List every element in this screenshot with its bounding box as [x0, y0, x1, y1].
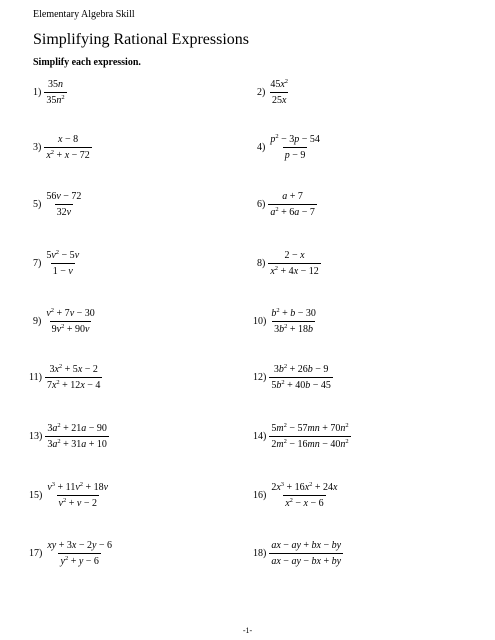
denominator: $x^2 + x - 72$: [46, 148, 90, 161]
problem-number: 3): [33, 141, 42, 153]
problem-2: [257, 72, 290, 112]
problem-9: [33, 301, 97, 341]
problem-8: [257, 243, 321, 283]
fraction: [269, 422, 350, 451]
problem-13: [29, 416, 109, 456]
fraction: [44, 78, 66, 107]
numerator: $p^2 - 3p - 54$: [270, 132, 320, 145]
numerator: 2 − x: [284, 249, 305, 261]
fraction: [45, 363, 102, 392]
numerator: x − 8: [58, 133, 79, 145]
fraction: [44, 307, 96, 336]
problem-number: 16): [253, 489, 267, 501]
numerator: xy + 3x − 2y − 6: [47, 539, 113, 551]
problem-3: [33, 127, 92, 167]
problem-number: 15): [29, 489, 43, 501]
denominator: $y^2 + y - 6$: [60, 554, 99, 567]
numerator: 35n: [47, 78, 63, 90]
denominator: $2m^2 - 16mn - 40n^2$: [271, 437, 349, 450]
problem-11: [29, 357, 102, 397]
problem-7: [33, 243, 81, 283]
numerator: $v^2 + 7v - 30$: [46, 306, 95, 319]
numerator: $45x^2$: [270, 77, 289, 90]
denominator: 25x: [270, 92, 288, 107]
problem-number: 5): [33, 198, 42, 210]
problem-number: 8): [257, 257, 266, 269]
numerator: $b^2 + b - 30$: [271, 306, 316, 319]
problem-number: 7): [33, 257, 42, 269]
problem-5: [33, 184, 83, 224]
denominator: $x^2 + 4x - 12$: [270, 264, 319, 277]
fraction: [45, 539, 114, 568]
denominator: $9v^2 + 90v$: [51, 322, 90, 335]
numerator: $2x^3 + 16x^2 + 24x$: [271, 480, 338, 493]
fraction: [269, 307, 318, 336]
problem-number: 1): [33, 86, 42, 98]
denominator: $v^2 + v - 2$: [58, 496, 97, 509]
numerator: $3a^2 + 21a - 90$: [47, 421, 107, 434]
instructions: Simplify each expression.: [33, 57, 141, 68]
problem-6: [257, 184, 317, 224]
problem-10: [253, 301, 318, 341]
fraction: [45, 422, 109, 451]
numerator: a + 7: [282, 190, 303, 202]
fraction: [44, 249, 81, 278]
worksheet-header: Elementary Algebra Skill: [33, 9, 135, 20]
fraction: [44, 190, 83, 219]
problem-4: [257, 127, 322, 167]
numerator: $5m^2 - 57mn + 70n^2$: [271, 421, 349, 434]
problem-number: 14): [253, 430, 267, 442]
denominator: 32v: [55, 204, 73, 219]
fraction: [268, 133, 322, 162]
fraction: [268, 78, 290, 107]
page-number: -1-: [242, 626, 253, 635]
denominator: $3a^2 + 31a + 10$: [47, 437, 107, 450]
problem-number: 2): [257, 86, 266, 98]
fraction: [44, 133, 91, 162]
denominator: $7x^2 + 12x - 4$: [46, 378, 101, 391]
problem-14: [253, 416, 351, 456]
problem-number: 13): [29, 430, 43, 442]
denominator: ax − ay − bx + by: [269, 553, 343, 568]
problem-number: 18): [253, 547, 267, 559]
problem-17: [29, 533, 114, 573]
denominator: p − 9: [283, 147, 308, 162]
denominator: 1 − v: [51, 263, 75, 278]
denominator: $3b^2 + 18b$: [274, 322, 314, 335]
worksheet-title: Simplifying Rational Expressions: [33, 31, 249, 48]
fraction: [269, 481, 339, 510]
numerator: $5v^2 - 5v$: [46, 248, 80, 261]
problem-12: [253, 357, 333, 397]
fraction: [45, 481, 110, 510]
problem-number: 12): [253, 371, 267, 383]
denominator: $35n^2$: [46, 93, 65, 106]
numerator: ax − ay + bx − by: [271, 539, 342, 551]
numerator: $3x^2 + 5x - 2$: [49, 362, 98, 375]
problem-number: 6): [257, 198, 266, 210]
numerator: $3b^2 + 26b - 9$: [273, 362, 329, 375]
problem-1: [33, 72, 67, 112]
fraction: [269, 363, 333, 392]
problem-number: 4): [257, 141, 266, 153]
problem-number: 17): [29, 547, 43, 559]
denominator: $x^2 - x - 6$: [285, 496, 324, 509]
problem-number: 11): [29, 371, 42, 383]
problem-15: [29, 475, 110, 515]
problem-18: [253, 533, 343, 573]
denominator: $a^2 + 6a - 7$: [270, 205, 315, 218]
problem-number: 10): [253, 315, 267, 327]
fraction: [269, 539, 343, 568]
numerator: $v^3 + 11v^2 + 18v$: [47, 480, 109, 493]
problem-number: 9): [33, 315, 42, 327]
fraction: [268, 190, 317, 219]
fraction: [268, 249, 320, 278]
problem-16: [253, 475, 339, 515]
denominator: $5b^2 + 40b - 45$: [271, 378, 331, 391]
numerator: 56v − 72: [46, 190, 82, 202]
